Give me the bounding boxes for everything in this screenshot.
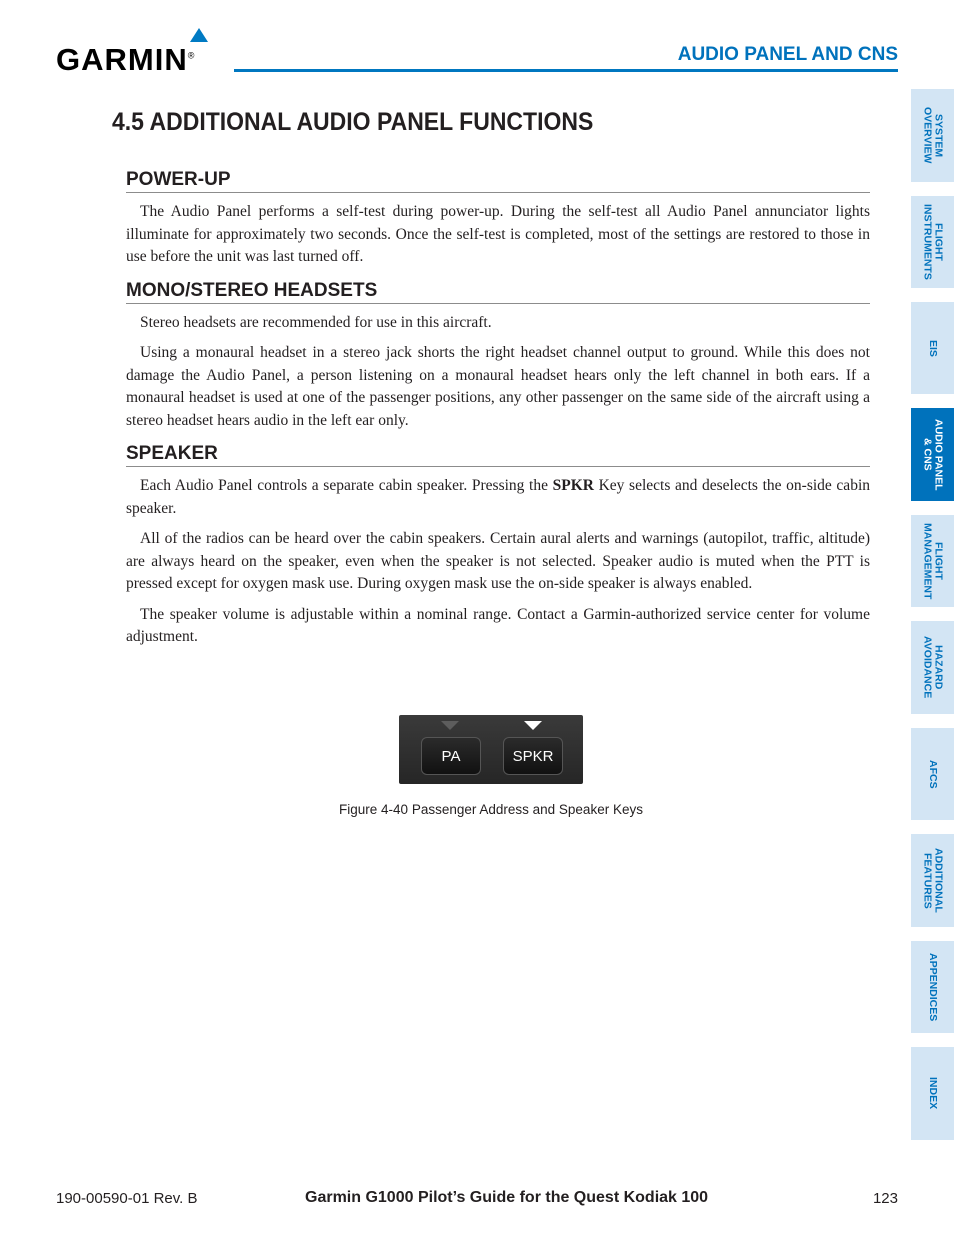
paragraph: Using a monaural headset in a stereo jack shorts the right headset channel output to ground. While this does not damage the Audio Panel, a person listening on a monaural headset hears only the left channel in both ears. If a monaural headset is used at one of the passenger positions, any other passenger on the same side of the aircraft using a stereo headset hears audio in the left ear only.	[126, 344, 870, 429]
tab-additional-features[interactable]	[911, 834, 954, 927]
tab-label: HAZARD AVOIDANCE	[921, 636, 945, 699]
paragraph: Stereo headsets are recommended for use in this aircraft.	[140, 313, 492, 331]
paragraph: All of the radios can be heard over the cabin speakers. Certain aural alerts and warnings (autopilot, traffic, altitude) are always heard on the speaker, even when the speaker is not selected. Speaker audio is muted when the PTT is pressed except for oxygen mask use. During oxygen mask use the on-side speaker is always enabled.	[126, 530, 870, 592]
section-speaker	[126, 442, 870, 649]
tab-appendices[interactable]	[911, 941, 954, 1033]
tab-label: ADDITIONAL FEATURES	[921, 848, 945, 913]
audio-panel-keys-figure	[399, 715, 583, 784]
footer-page-number: 123	[872, 1190, 898, 1207]
paragraph: Each Audio Panel controls a separate cabin speaker. Pressing the SPKR Key selects and deselects the on-side cabin speaker.	[126, 477, 870, 517]
pa-key[interactable]: PA	[421, 737, 481, 775]
garmin-logo	[56, 28, 218, 78]
garmin-triangle-icon	[190, 28, 208, 42]
tab-system-overview[interactable]	[911, 89, 954, 182]
figure-caption: Figure 4-40 Passenger Address and Speaker Keys	[339, 802, 643, 817]
page-title: 4.5 ADDITIONAL AUDIO PANEL FUNCTIONS	[112, 108, 594, 136]
tab-label: FLIGHT INSTRUMENTS	[921, 204, 945, 280]
tab-label: EIS	[927, 339, 939, 357]
section-heading: POWER-UP	[126, 168, 870, 193]
header-rule	[234, 69, 898, 72]
header-section-title: AUDIO PANEL AND CNS	[677, 44, 898, 65]
section-heading: SPEAKER	[126, 442, 870, 467]
tab-flight-management[interactable]	[911, 515, 954, 607]
tab-label: APPENDICES	[927, 952, 939, 1022]
tab-label: SYSTEM OVERVIEW	[921, 107, 945, 164]
section-heading: MONO/STEREO HEADSETS	[126, 279, 870, 304]
tab-afcs[interactable]	[911, 728, 954, 820]
tab-label: AUDIO PANEL & CNS	[921, 418, 945, 491]
footer-title: Garmin G1000 Pilot’s Guide for the Quest Kodiak 100	[305, 1189, 709, 1206]
tab-label: INDEX	[927, 1077, 939, 1110]
paragraph: The Audio Panel performs a self-test during power-up. During the self-test all Audio Panel annunciator lights illuminate for approximately two seconds. Once the self-test is completed, most of the settings are restored to those in use before the unit was last turned off.	[126, 203, 870, 265]
tab-label: AFCS	[927, 759, 939, 789]
section-mono-stereo-headsets	[126, 279, 870, 433]
paragraph: The speaker volume is adjustable within a nominal range. Contact a Garmin-authorized service center for volume adjustment.	[126, 605, 870, 645]
footer-doc-number: 190-00590-01 Rev. B	[56, 1190, 198, 1207]
pa-annunciator-icon	[441, 721, 459, 730]
tab-hazard-avoidance[interactable]	[911, 621, 954, 714]
tab-label: FLIGHT MANAGEMENT	[921, 522, 945, 600]
tab-eis[interactable]	[911, 302, 954, 394]
spkr-key-name: SPKR	[552, 477, 594, 494]
tab-flight-instruments[interactable]	[911, 196, 954, 288]
spkr-key[interactable]: SPKR	[503, 737, 563, 775]
garmin-wordmark: GARMIN®	[56, 42, 196, 77]
section-power-up	[126, 168, 870, 269]
content-body	[126, 168, 870, 649]
tab-audio-panel-cns[interactable]	[911, 408, 954, 501]
tab-index[interactable]	[911, 1047, 954, 1140]
spkr-annunciator-icon	[524, 721, 542, 730]
